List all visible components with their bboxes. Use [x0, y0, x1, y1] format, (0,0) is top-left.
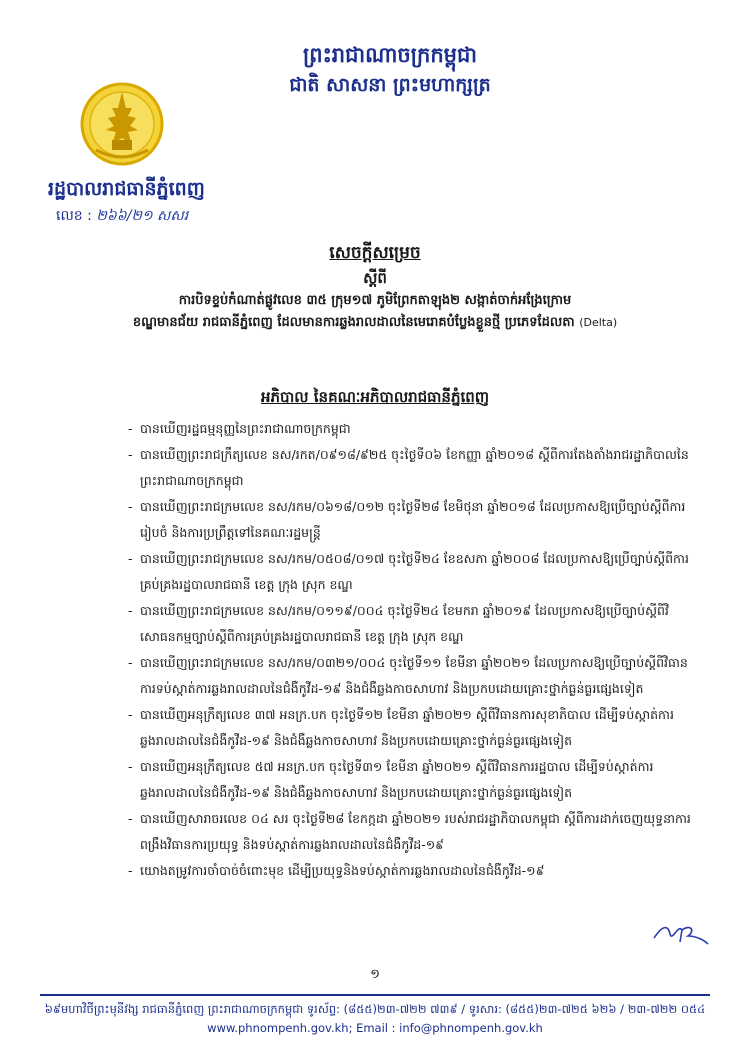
footer-address: ៦៩មហាវិថីព្រះមុនីវង្ស រាជធានីភ្នំពេញ ព្រះរាជាណាចក្រកម្ពុជា ទូរស័ព្ទ: (៨៥៥)២៣-៧២២ ៧៣៩ / ទូរសារ: (៨៥៥)២៣-៧២៥ ៦២៦ / ២៣-៧២២ ០៥៤ — [44, 1002, 706, 1016]
subject-line-1: ការបិទខ្ទប់កំណាត់ផ្លូវលេខ ៣៥ ក្រុម១៧ ភូមិព្រែកតាឡុង២ សង្កាត់ចាក់អង្រែក្រោម — [178, 293, 572, 308]
subject-line-2 — [60, 312, 690, 334]
footer — [40, 1000, 710, 1038]
reference-label: លេខ : — [56, 208, 92, 224]
kingdom-name: ព្រះរាជាណាចក្រកម្ពុជា — [302, 43, 477, 67]
list-item: - បានឃើញព្រះរាជក្រមលេខ នស/រកម/០១១៩/០០៤ ចុះថ្ងៃទី២៤ ខែមករា ឆ្នាំ២០១៩ ដែលប្រកាសឱ្យប្រើច្បាប់ស្តីពីវិសោធនកម្មច្បាប់ស្តីពីការគ្រប់គ្រងរដ្ឋបាលរាជធានី ខេត្ត ក្រុង ស្រុក ខណ្ឌ — [128, 598, 698, 650]
phnom-penh-seal-icon — [78, 78, 166, 170]
subject-latin-term: (Delta) — [579, 316, 618, 329]
section-heading: អភិបាល នៃគណៈអភិបាលរាជធានីភ្នំពេញ — [260, 388, 490, 406]
list-item: - បានឃើញព្រះរាជក្រឹត្យលេខ នស/រកត/០៩១៨/៩២៥ ចុះថ្ងៃទី០៦ ខែកញ្ញា ឆ្នាំ២០១៨ ស្តីពីការតែងតាំងរាជរដ្ឋាភិបាលនៃព្រះរាជាណាចក្រកម្ពុជា — [128, 442, 698, 494]
list-item: - បានឃើញអនុក្រឹត្យលេខ ៣៧ អនក្រ.បក ចុះថ្ងៃទី១២ ខែមីនា ឆ្នាំ២០២១ ស្តីពីវិធានការសុខាភិបាល ដើម្បីទប់ស្កាត់ការឆ្លងរាលដាលនៃជំងឺកូវីដ-១៩ និងជំងឺឆ្លងកាចសាហាវ និងប្រកបដោយគ្រោះថ្នាក់ធ្ងន់ធ្ងរផ្សេងទៀត — [128, 702, 698, 754]
document-type: សេចក្តីសម្រេច — [329, 243, 421, 263]
subject-line-2-text: ខណ្ឌមានជ័យ រាជធានីភ្នំពេញ ដែលមានការឆ្លងរាលដាលនៃមេរោគបំប្លែងខ្លួនថ្មី ប្រភេទដែលតា — [132, 315, 575, 330]
footer-divider — [40, 994, 710, 996]
concerning-label: ស្តីពី — [363, 269, 387, 287]
footer-contact: www.phnompenh.gov.kh; Email : info@phnompenh.gov.kh — [207, 1021, 543, 1035]
list-item: - យោងតម្រូវការចាំបាច់ចំពោះមុខ ដើម្បីប្រយុទ្ធនិងទប់ស្កាត់ការឆ្លងរាលដាលនៃជំងឺកូវីដ-១៩ — [128, 858, 698, 884]
initials-signature-icon — [650, 920, 710, 946]
page-number: ១ — [370, 967, 380, 982]
list-item: - បានឃើញព្រះរាជក្រមលេខ នស/រកម/០៣២១/០០៤ ចុះថ្ងៃទី១១ ខែមីនា ឆ្នាំ២០២១ ដែលប្រកាសឱ្យប្រើច្បាប់ស្តីពីវិធានការទប់ស្កាត់ការឆ្លងរាលដាលនៃជំងឺកូវីដ-១៩ និងជំងឺឆ្លងកាចសាហាវ និងប្រកបដោយគ្រោះថ្នាក់ធ្ងន់ធ្ងរផ្សេងទៀត — [128, 650, 698, 702]
issuing-authority: រដ្ឋបាលរាជធានីភ្នំពេញ — [48, 178, 205, 200]
reference-number-line — [56, 206, 316, 226]
list-item: - បានឃើញសារាចរលេខ ០៤ សរ ចុះថ្ងៃទី២៨ ខែកក្កដា ឆ្នាំ២០២១ របស់រាជរដ្ឋាភិបាលកម្ពុជា ស្តីពីការដាក់ចេញយុទ្ធនាការពង្រឹងវិធានការប្រយុទ្ធ និងទប់ស្កាត់ការឆ្លងរាលដាលនៃជំងឺកូវីដ-១៩ — [128, 806, 698, 858]
list-item: - បានឃើញព្រះរាជក្រមលេខ នស/រកម/០៦១៨/០១២ ចុះថ្ងៃទី២៨ ខែមិថុនា ឆ្នាំ២០១៨ ដែលប្រកាសឱ្យប្រើច្បាប់ស្តីពីការរៀបចំ និងការប្រព្រឹត្តទៅនៃគណៈរដ្ឋមន្ត្រី — [128, 494, 698, 546]
reference-number: ២៦៦/២១ សសរ — [96, 208, 189, 224]
document-title-block — [60, 240, 690, 334]
list-item: - បានឃើញព្រះរាជក្រមលេខ នស/រកម/០៥០៨/០១៧ ចុះថ្ងៃទី២៤ ខែឧសភា ឆ្នាំ២០០៨ ដែលប្រកាសឱ្យប្រើច្បាប់ស្តីពីការគ្រប់គ្រងរដ្ឋបាលរាជធានី ខេត្ត ក្រុង ស្រុក ខណ្ឌ — [128, 546, 698, 598]
legal-references-list — [128, 416, 698, 884]
list-item: - បានឃើញអនុក្រឹត្យលេខ ៥៧ អនក្រ.បក ចុះថ្ងៃទី៣១ ខែមីនា ឆ្នាំ២០២១ ស្តីពីវិធានការរដ្ឋបាល ដើម្បីទប់ស្កាត់ការឆ្លងរាលដាលនៃជំងឺកូវីដ-១៩ និងជំងឺឆ្លងកាចសាហាវ និងប្រកបដោយគ្រោះថ្នាក់ធ្ងន់ធ្ងរផ្សេងទៀត — [128, 754, 698, 806]
national-motto: ជាតិ សាសនា ព្រះមហាក្សត្រ — [289, 74, 491, 96]
list-item: - បានឃើញរដ្ឋធម្មនុញ្ញនៃព្រះរាជាណាចក្រកម្ពុជា — [128, 416, 698, 442]
kingdom-header — [230, 40, 550, 100]
